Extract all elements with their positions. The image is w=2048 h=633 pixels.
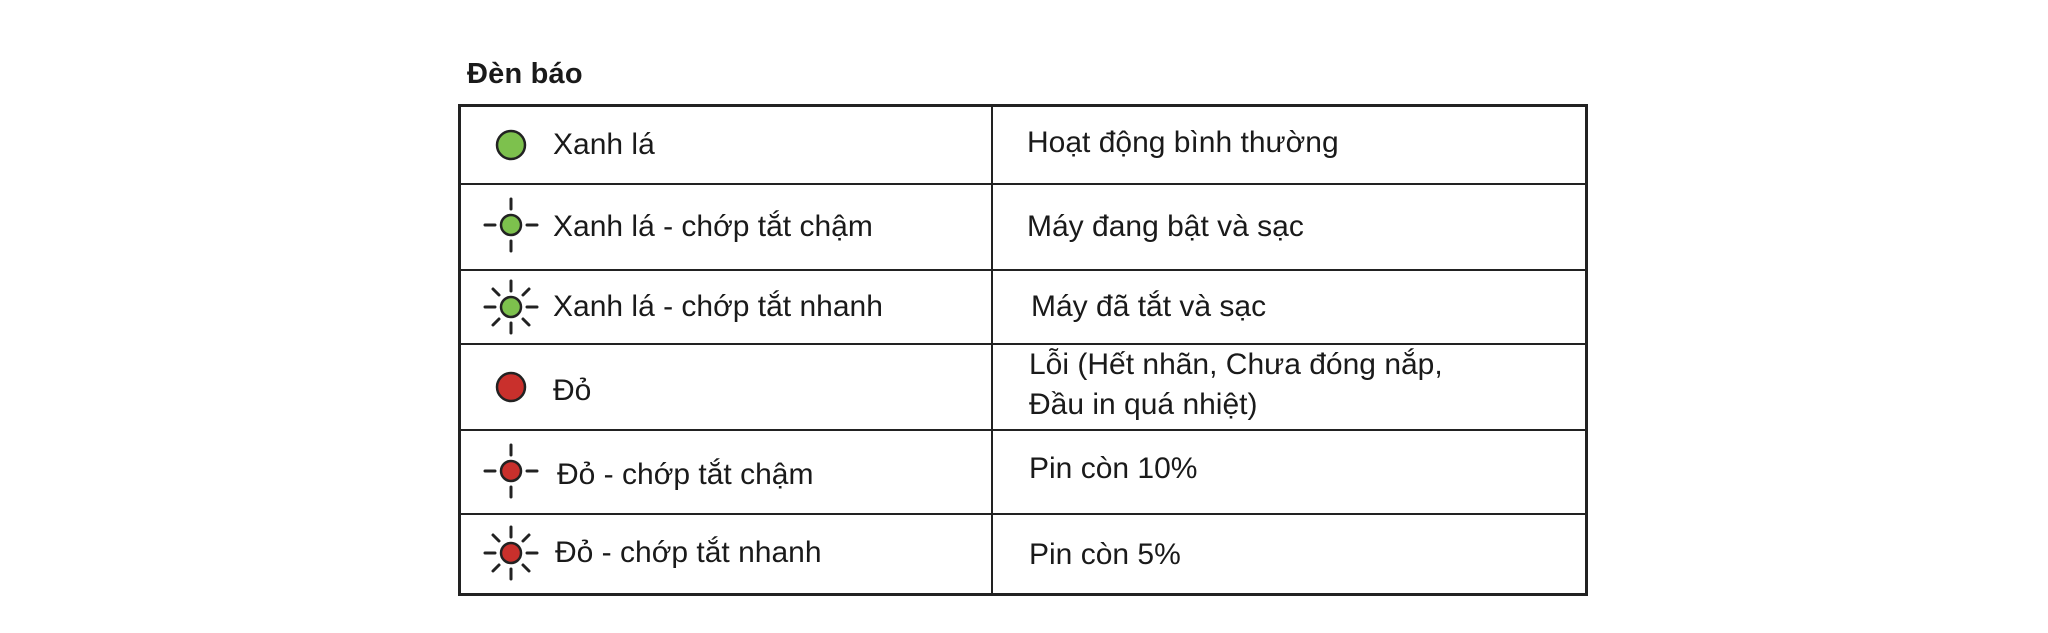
indicator-cell: [461, 185, 991, 269]
solid-red-light-icon: [483, 359, 539, 415]
fast-blink-green-light-icon: [483, 279, 539, 335]
table-row: [461, 431, 1585, 513]
indicator-description: Pin còn 10%: [1029, 452, 1198, 485]
indicator-label: Xanh lá: [553, 128, 655, 161]
description-cell: [993, 107, 1585, 183]
indicator-label: Đỏ - chớp tắt chậm: [557, 458, 814, 491]
indicator-label: Đỏ - chớp tắt nhanh: [555, 536, 822, 569]
description-cell: [993, 185, 1585, 269]
description-cell: [993, 271, 1585, 343]
solid-green-light-icon: [483, 117, 539, 173]
indicator-description: Hoạt động bình thường: [1027, 126, 1339, 159]
slow-blink-red-light-icon: [483, 443, 539, 499]
indicator-description: Pin còn 5%: [1029, 538, 1181, 571]
indicator-table: [458, 104, 1588, 596]
indicator-label: Đỏ: [553, 374, 592, 407]
table-row: [461, 271, 1585, 343]
page-title: Đèn báo: [467, 58, 583, 90]
indicator-cell: [461, 271, 991, 343]
indicator-description-line2: Đầu in quá nhiệt): [1029, 388, 1258, 421]
table-row: [461, 107, 1585, 183]
table-row: [461, 185, 1585, 269]
indicator-label: Xanh lá - chớp tắt nhanh: [553, 290, 883, 323]
description-cell: [993, 515, 1585, 593]
indicator-description: Máy đã tắt và sạc: [1031, 290, 1267, 323]
table-row: [461, 345, 1585, 429]
indicator-description: Máy đang bật và sạc: [1027, 210, 1304, 243]
fast-blink-red-light-icon: [483, 525, 539, 581]
table-row: [461, 515, 1585, 593]
indicator-description: Lỗi (Hết nhãn, Chưa đóng nắp,: [1029, 348, 1443, 381]
indicator-cell: [461, 345, 991, 429]
indicator-label: Xanh lá - chớp tắt chậm: [553, 210, 873, 243]
indicator-cell: [461, 431, 991, 513]
description-cell: [993, 345, 1585, 429]
description-cell: [993, 431, 1585, 513]
slow-blink-green-light-icon: [483, 197, 539, 253]
indicator-cell: [461, 515, 991, 593]
indicator-cell: [461, 107, 991, 183]
